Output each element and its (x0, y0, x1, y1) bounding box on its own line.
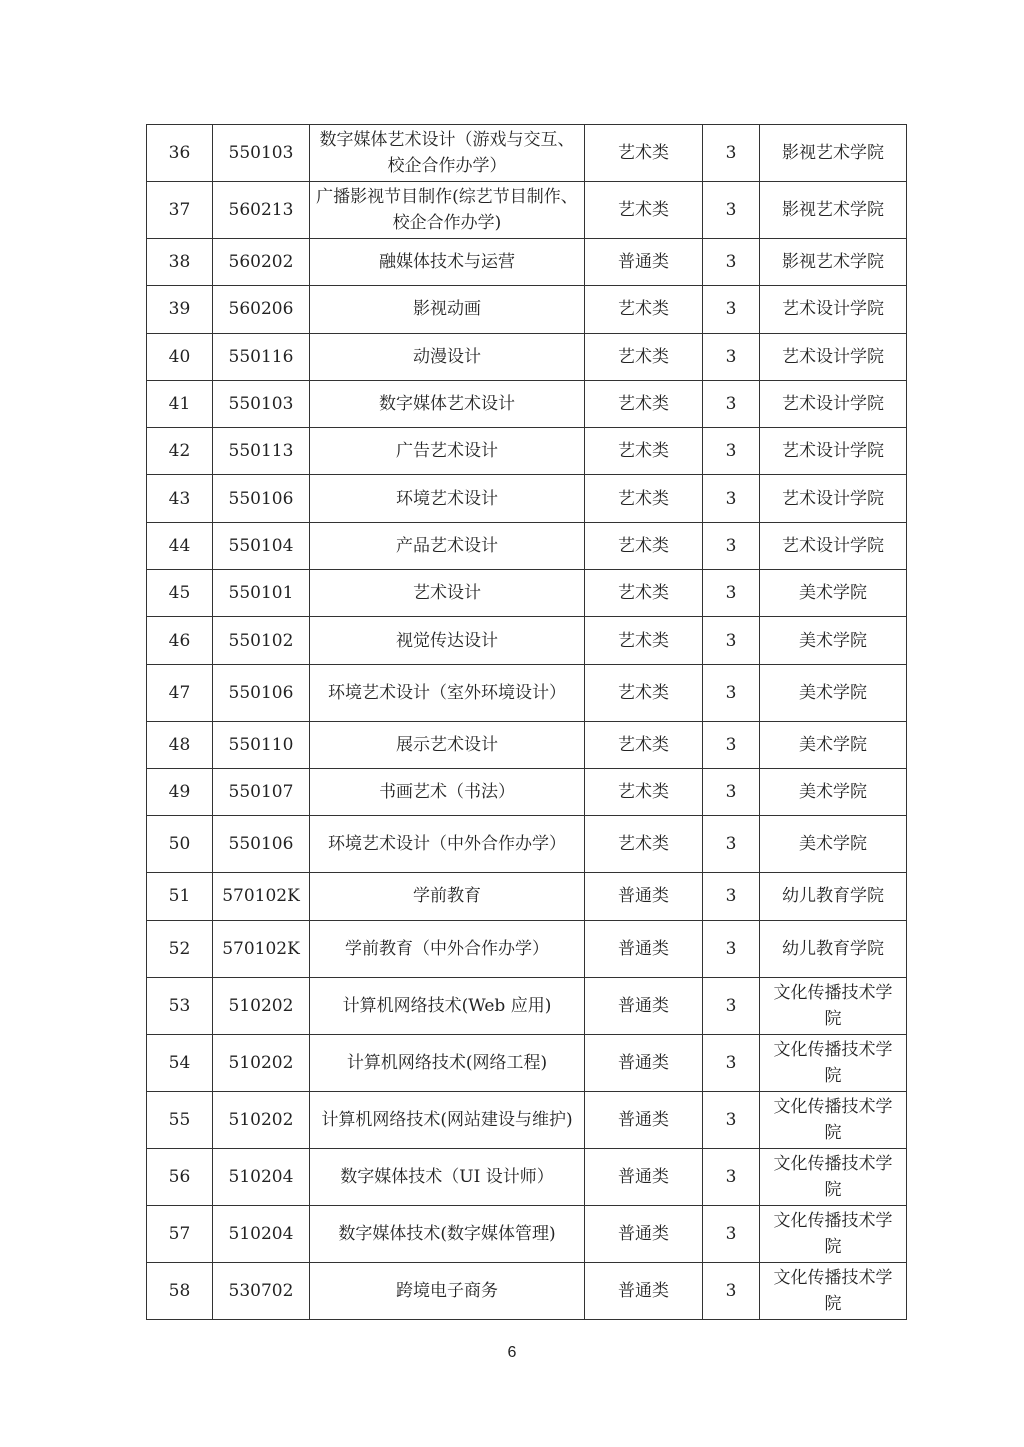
cell-no: 50 (147, 816, 213, 873)
page-number: 6 (507, 1344, 517, 1361)
cell-no: 39 (147, 286, 213, 333)
table-row (147, 570, 907, 617)
cell-code: 550103 (213, 125, 310, 182)
cell-major-name: 数字媒体技术（UI 设计师） (310, 1148, 585, 1205)
cell-no: 46 (147, 617, 213, 664)
cell-major-name: 计算机网络技术(Web 应用) (310, 977, 585, 1034)
cell-major-name: 环境艺术设计（中外合作办学） (310, 816, 585, 873)
cell-years: 3 (703, 768, 760, 815)
cell-code: 550106 (213, 664, 310, 721)
cell-category: 艺术类 (585, 816, 703, 873)
cell-years: 3 (703, 125, 760, 182)
table-row (147, 617, 907, 664)
cell-years: 3 (703, 1034, 760, 1091)
cell-years: 3 (703, 333, 760, 380)
cell-college: 文化传播技术学院 (760, 1091, 907, 1148)
cell-code: 570102K (213, 873, 310, 920)
cell-college: 美术学院 (760, 768, 907, 815)
cell-code: 560206 (213, 286, 310, 333)
cell-no: 40 (147, 333, 213, 380)
cell-major-name: 广告艺术设计 (310, 428, 585, 475)
cell-years: 3 (703, 721, 760, 768)
cell-code: 550116 (213, 333, 310, 380)
cell-code: 550104 (213, 522, 310, 569)
cell-no: 44 (147, 522, 213, 569)
cell-years: 3 (703, 286, 760, 333)
cell-major-name: 动漫设计 (310, 333, 585, 380)
table-row (147, 664, 907, 721)
cell-years: 3 (703, 1148, 760, 1205)
cell-major-name: 影视动画 (310, 286, 585, 333)
cell-no: 42 (147, 428, 213, 475)
cell-major-name: 计算机网络技术(网络工程) (310, 1034, 585, 1091)
cell-no: 58 (147, 1262, 213, 1319)
cell-category: 普通类 (585, 1148, 703, 1205)
cell-years: 3 (703, 522, 760, 569)
cell-no: 54 (147, 1034, 213, 1091)
cell-no: 36 (147, 125, 213, 182)
cell-major-name: 广播影视节目制作(综艺节目制作、校企合作办学) (310, 182, 585, 239)
cell-major-name: 展示艺术设计 (310, 721, 585, 768)
cell-college: 文化传播技术学院 (760, 1262, 907, 1319)
cell-college: 幼儿教育学院 (760, 920, 907, 977)
cell-code: 550102 (213, 617, 310, 664)
cell-college: 影视艺术学院 (760, 125, 907, 182)
cell-no: 51 (147, 873, 213, 920)
cell-category: 艺术类 (585, 182, 703, 239)
cell-code: 550113 (213, 428, 310, 475)
cell-no: 53 (147, 977, 213, 1034)
cell-code: 550101 (213, 570, 310, 617)
cell-major-name: 环境艺术设计 (310, 475, 585, 522)
cell-college: 文化传播技术学院 (760, 1034, 907, 1091)
cell-category: 艺术类 (585, 617, 703, 664)
table-row (147, 977, 907, 1034)
majors-table (146, 124, 907, 1320)
cell-major-name: 数字媒体艺术设计 (310, 380, 585, 427)
cell-years: 3 (703, 1205, 760, 1262)
cell-category: 普通类 (585, 1262, 703, 1319)
cell-years: 3 (703, 664, 760, 721)
cell-code: 550107 (213, 768, 310, 815)
cell-code: 510202 (213, 977, 310, 1034)
cell-code: 550106 (213, 816, 310, 873)
table-row (147, 239, 907, 286)
cell-major-name: 数字媒体技术(数字媒体管理) (310, 1205, 585, 1262)
cell-no: 55 (147, 1091, 213, 1148)
cell-years: 3 (703, 428, 760, 475)
table-row (147, 125, 907, 182)
cell-code: 510204 (213, 1148, 310, 1205)
cell-years: 3 (703, 920, 760, 977)
cell-category: 艺术类 (585, 570, 703, 617)
table-row (147, 721, 907, 768)
cell-no: 47 (147, 664, 213, 721)
table-row (147, 333, 907, 380)
cell-college: 艺术设计学院 (760, 428, 907, 475)
cell-major-name: 学前教育 (310, 873, 585, 920)
cell-no: 49 (147, 768, 213, 815)
cell-category: 艺术类 (585, 286, 703, 333)
table-row (147, 873, 907, 920)
cell-college: 文化传播技术学院 (760, 1148, 907, 1205)
table-row (147, 428, 907, 475)
cell-code: 550106 (213, 475, 310, 522)
cell-college: 美术学院 (760, 570, 907, 617)
cell-years: 3 (703, 816, 760, 873)
cell-category: 艺术类 (585, 125, 703, 182)
cell-code: 560213 (213, 182, 310, 239)
cell-college: 美术学院 (760, 664, 907, 721)
table-row (147, 475, 907, 522)
cell-years: 3 (703, 570, 760, 617)
cell-category: 普通类 (585, 1091, 703, 1148)
cell-category: 艺术类 (585, 664, 703, 721)
table-row (147, 816, 907, 873)
cell-code: 550103 (213, 380, 310, 427)
cell-category: 艺术类 (585, 475, 703, 522)
cell-category: 普通类 (585, 1034, 703, 1091)
cell-no: 57 (147, 1205, 213, 1262)
cell-code: 570102K (213, 920, 310, 977)
cell-category: 普通类 (585, 873, 703, 920)
cell-major-name: 艺术设计 (310, 570, 585, 617)
cell-college: 幼儿教育学院 (760, 873, 907, 920)
cell-no: 48 (147, 721, 213, 768)
cell-code: 550110 (213, 721, 310, 768)
cell-college: 影视艺术学院 (760, 182, 907, 239)
cell-years: 3 (703, 1262, 760, 1319)
cell-years: 3 (703, 380, 760, 427)
cell-major-name: 视觉传达设计 (310, 617, 585, 664)
cell-years: 3 (703, 977, 760, 1034)
cell-no: 37 (147, 182, 213, 239)
cell-code: 530702 (213, 1262, 310, 1319)
cell-college: 影视艺术学院 (760, 239, 907, 286)
table-row (147, 768, 907, 815)
cell-category: 艺术类 (585, 428, 703, 475)
cell-major-name: 环境艺术设计（室外环境设计） (310, 664, 585, 721)
cell-years: 3 (703, 873, 760, 920)
cell-code: 510202 (213, 1091, 310, 1148)
table-row (147, 1091, 907, 1148)
table-row (147, 920, 907, 977)
cell-years: 3 (703, 182, 760, 239)
table-row (147, 380, 907, 427)
cell-major-name: 计算机网络技术(网站建设与维护) (310, 1091, 585, 1148)
cell-years: 3 (703, 239, 760, 286)
cell-years: 3 (703, 475, 760, 522)
table-row (147, 1205, 907, 1262)
cell-no: 45 (147, 570, 213, 617)
cell-no: 52 (147, 920, 213, 977)
cell-category: 普通类 (585, 977, 703, 1034)
cell-no: 43 (147, 475, 213, 522)
cell-college: 美术学院 (760, 721, 907, 768)
cell-no: 56 (147, 1148, 213, 1205)
cell-college: 艺术设计学院 (760, 286, 907, 333)
cell-college: 艺术设计学院 (760, 333, 907, 380)
cell-college: 艺术设计学院 (760, 475, 907, 522)
table-row (147, 1262, 907, 1319)
cell-category: 普通类 (585, 920, 703, 977)
cell-major-name: 数字媒体艺术设计（游戏与交互、校企合作办学） (310, 125, 585, 182)
cell-category: 普通类 (585, 239, 703, 286)
cell-major-name: 学前教育（中外合作办学） (310, 920, 585, 977)
table-row (147, 1148, 907, 1205)
cell-category: 艺术类 (585, 522, 703, 569)
cell-college: 文化传播技术学院 (760, 1205, 907, 1262)
cell-major-name: 融媒体技术与运营 (310, 239, 585, 286)
cell-category: 艺术类 (585, 768, 703, 815)
cell-code: 510204 (213, 1205, 310, 1262)
table-row (147, 286, 907, 333)
cell-code: 510202 (213, 1034, 310, 1091)
cell-major-name: 跨境电子商务 (310, 1262, 585, 1319)
cell-college: 文化传播技术学院 (760, 977, 907, 1034)
cell-no: 41 (147, 380, 213, 427)
cell-years: 3 (703, 1091, 760, 1148)
table-row (147, 182, 907, 239)
cell-category: 艺术类 (585, 721, 703, 768)
cell-years: 3 (703, 617, 760, 664)
cell-college: 美术学院 (760, 816, 907, 873)
cell-code: 560202 (213, 239, 310, 286)
cell-category: 普通类 (585, 1205, 703, 1262)
cell-college: 艺术设计学院 (760, 380, 907, 427)
cell-category: 艺术类 (585, 380, 703, 427)
cell-major-name: 书画艺术（书法） (310, 768, 585, 815)
table-row (147, 522, 907, 569)
cell-category: 艺术类 (585, 333, 703, 380)
cell-no: 38 (147, 239, 213, 286)
cell-college: 艺术设计学院 (760, 522, 907, 569)
table-row (147, 1034, 907, 1091)
cell-major-name: 产品艺术设计 (310, 522, 585, 569)
cell-college: 美术学院 (760, 617, 907, 664)
